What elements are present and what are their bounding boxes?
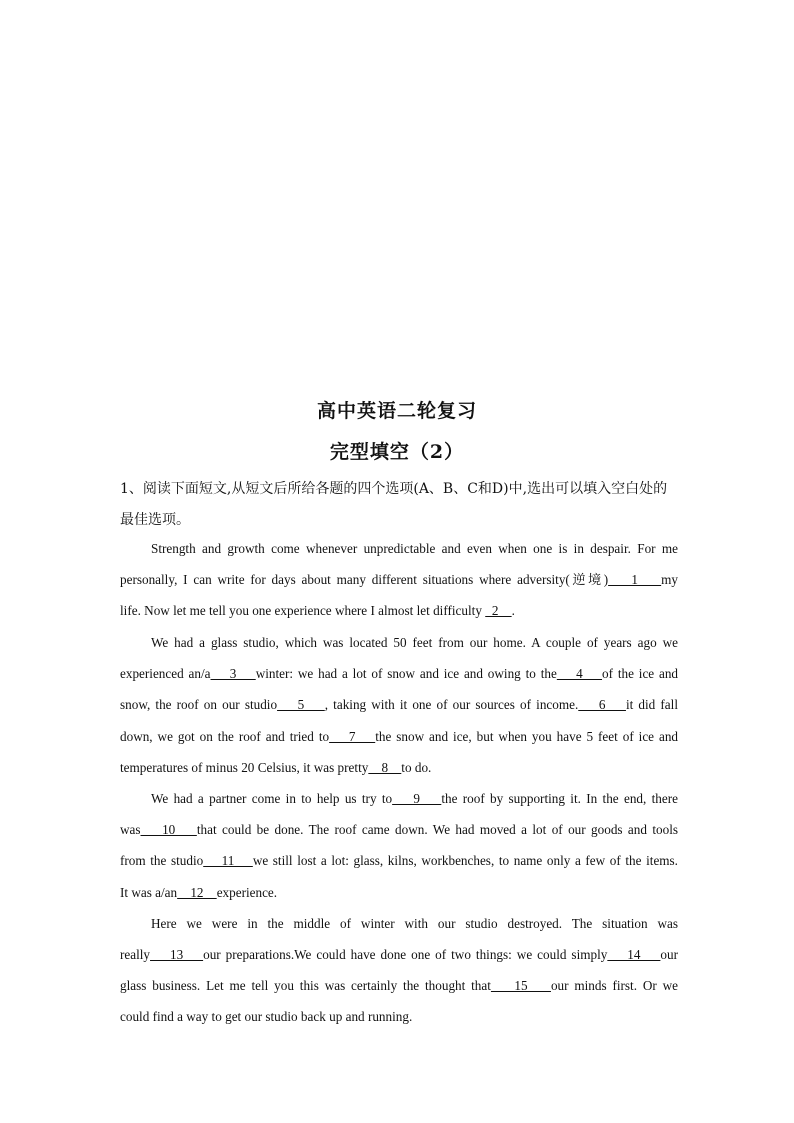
passage-line bbox=[120, 721, 678, 752]
cloze-blank: 7 bbox=[329, 729, 376, 744]
passage-text: temperatures of minus 20 Celsius, it was pretty bbox=[120, 760, 369, 775]
passage-text: to do. bbox=[401, 760, 432, 775]
page-title: 高中英语二轮复习 bbox=[316, 400, 477, 422]
passage-text: could find a way to get our studio back up and running. bbox=[120, 1009, 413, 1024]
passage-line bbox=[120, 1001, 678, 1032]
passage-text: , taking with it one of our sources of income. bbox=[324, 697, 579, 712]
passage-text: really bbox=[120, 947, 151, 962]
passage-line bbox=[120, 939, 678, 970]
cloze-blank: 1 bbox=[608, 572, 662, 587]
passage-text: of the ice and bbox=[602, 666, 678, 681]
cloze-blank: 5 bbox=[277, 697, 325, 712]
cloze-blank: 10 bbox=[140, 822, 197, 837]
cloze-blank: 11 bbox=[203, 853, 253, 868]
cloze-blank: 15 bbox=[490, 978, 551, 993]
passage-text: Strength and growth come whenever unpredictable and even when one is in despair. For me bbox=[151, 541, 678, 556]
question-instruction: 1、阅读下面短文,从短文后所给各题的四个选项(A、B、C和D)中,选出可以填入空白处的最佳选项。 bbox=[120, 481, 668, 528]
passage-text: it did fall bbox=[625, 697, 678, 712]
cloze-blank: 3 bbox=[210, 666, 256, 681]
passage-line bbox=[120, 970, 678, 1001]
passage-text: that could be done. The roof came down. We had moved a lot of our goods and tools bbox=[196, 822, 678, 837]
page-subtitle: 完型填空（2） bbox=[329, 441, 465, 463]
passage-line bbox=[120, 877, 678, 908]
passage-text: our minds first. Or we bbox=[550, 978, 678, 993]
cloze-blank: 8 bbox=[368, 760, 402, 775]
cloze-blank: 2 bbox=[485, 603, 512, 618]
passage-text: our preparations.We could have done one of two things: we could simply bbox=[203, 947, 608, 962]
passage-text: personally, I can write for days about many different situations where adversity(逆境) bbox=[120, 572, 609, 587]
passage-text: our bbox=[660, 947, 678, 962]
cloze-blank: 14 bbox=[607, 947, 661, 962]
passage-text: We had a partner come in to help us try to bbox=[151, 791, 393, 806]
cloze-blank: 6 bbox=[578, 697, 626, 712]
passage-text: from the studio bbox=[120, 853, 204, 868]
passage-line bbox=[120, 908, 678, 939]
passage-line bbox=[120, 564, 678, 595]
passage-line bbox=[120, 814, 678, 845]
passage-line bbox=[120, 783, 678, 814]
passage-text: was bbox=[120, 822, 141, 837]
passage-text: winter: we had a lot of snow and ice and owing to the bbox=[255, 666, 557, 681]
passage-line bbox=[120, 845, 678, 876]
passage-text: the roof by supporting it. In the end, there bbox=[441, 791, 678, 806]
passage-text: experienced an/a bbox=[120, 666, 211, 681]
passage-line bbox=[120, 752, 678, 783]
cloze-blank: 9 bbox=[392, 791, 442, 806]
passage-text: the snow and ice, but when you have 5 feet of ice and bbox=[375, 729, 678, 744]
passage-text: It was a/an bbox=[120, 885, 178, 900]
passage-line bbox=[120, 595, 678, 626]
passage-text: life. Now let me tell you one experience where I almost let difficulty bbox=[120, 603, 486, 618]
passage-line bbox=[120, 627, 678, 658]
cloze-blank: 13 bbox=[150, 947, 204, 962]
passage-text: We had a glass studio, which was located 50 feet from our home. A couple of years ago we bbox=[151, 635, 678, 650]
passage-line bbox=[120, 689, 678, 720]
passage-text: my bbox=[661, 572, 678, 587]
passage-text: glass business. Let me tell you this was certainly the thought that bbox=[120, 978, 491, 993]
passage-text: down, we got on the roof and tried to bbox=[120, 729, 330, 744]
passage-text: . bbox=[511, 603, 515, 618]
cloze-blank: 12 bbox=[177, 885, 217, 900]
passage-line bbox=[120, 533, 678, 564]
passage-text: experience. bbox=[216, 885, 278, 900]
passage-text: snow, the roof on our studio bbox=[120, 697, 278, 712]
passage-text: we still lost a lot: glass, kilns, workbenches, to name only a few of the items. bbox=[252, 853, 678, 868]
cloze-blank: 4 bbox=[556, 666, 603, 681]
passage-text: Here we were in the middle of winter with our studio destroyed. The situation was bbox=[151, 916, 678, 931]
passage-line bbox=[120, 658, 678, 689]
